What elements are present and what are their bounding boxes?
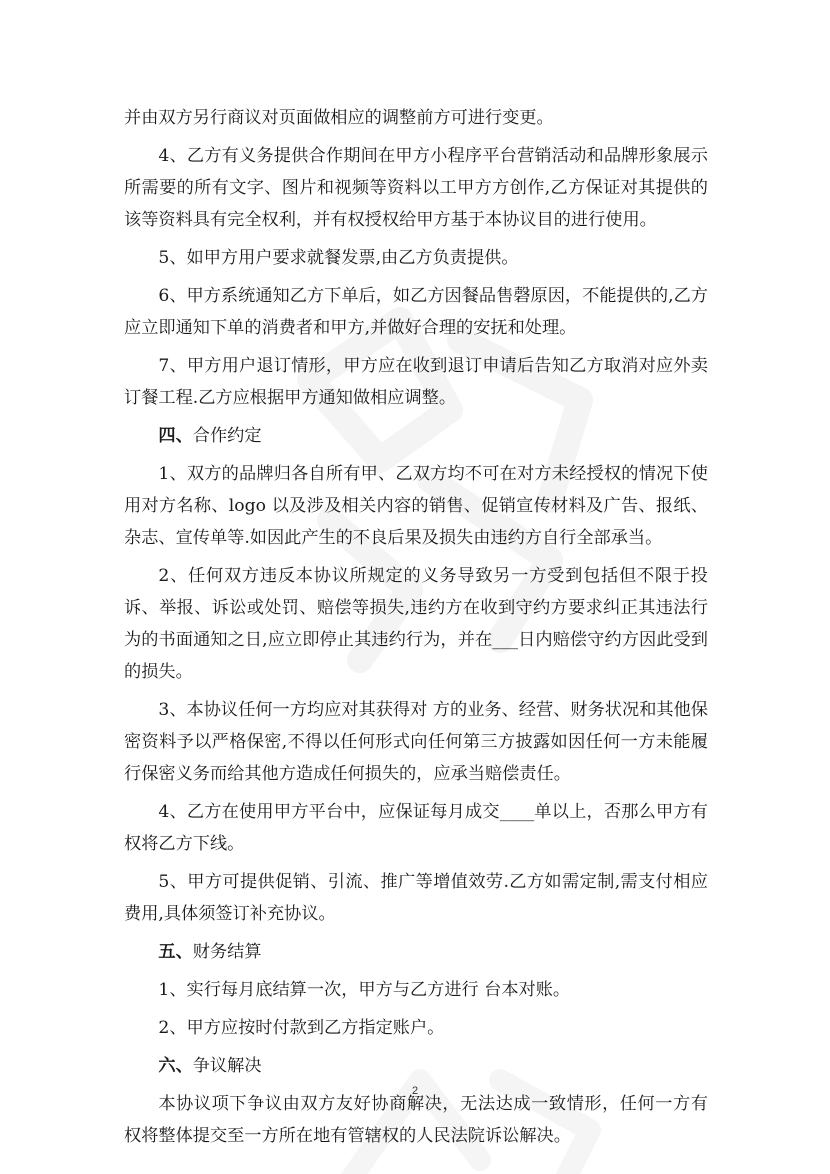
document-body (124, 102, 708, 1152)
paragraph-item-7: 7、甲方用户退订情形，甲方应在收到退订申请后告知乙方取消对应外卖订餐工程.乙方应根据甲方通知做相应调整。 (124, 356, 708, 408)
section-title-4: 合作约定 (192, 426, 262, 446)
section4-item-5: 5、甲方可提供促销、引流、推广等增值效劳.乙方如需定制,需支付相应费用,具体须签订补充协议。 (124, 872, 708, 924)
section5-item-1: 1、实行每月底结算一次，甲方与乙方进行 台本对账。 (158, 980, 571, 1000)
section4-item-4: 4、乙方在使用甲方平台中，应保证每月成交____单以上，否那么甲方有权将乙方下线。 (124, 802, 708, 854)
paragraph-item-4: 4、乙方有义务提供合作期间在甲方小程序平台营销活动和品牌形象展示所需要的所有文字、图片和视频等资料以工甲方方创作,乙方保证对其提供的该等资料具有完全权利，并有权授权给甲方基于本协议目的进行使用。 (124, 146, 708, 230)
section-number-5: 五、 (158, 942, 193, 962)
section-number-6: 六、 (158, 1056, 193, 1076)
section5-item-2: 2、甲方应按时付款到乙方指定账户。 (158, 1018, 445, 1038)
section6-paragraph: 本协议项下争议由双方友好协商解决，无法达成一致情形，任何一方有权将整体提交至一方所在地有管辖权的人民法院诉讼解决。 (124, 1094, 708, 1146)
section-title-5: 财务结算 (192, 942, 262, 962)
section-heading-4 (124, 420, 708, 452)
paragraph-item-5: 5、如甲方用户要求就餐发票,由乙方负责提供。 (158, 248, 519, 268)
section4-item-2: 2、任何双方违反本协议所规定的义务导致另一方受到包括但不限于投诉、举报、诉讼或处罚、赔偿等损失,违约方在收到守约方要求纠正其违法行为的书面通知之日,应立即停止其违约行为，并在___日内赔偿守约方因此受到的损失。 (124, 566, 708, 682)
section-heading-6 (124, 1050, 708, 1082)
section-heading-5 (124, 936, 708, 968)
paragraph-continuation: 并由双方另行商议对页面做相应的调整前方可进行变更。 (124, 108, 554, 128)
section-number-4: 四、 (158, 426, 193, 446)
section-title-6: 争议解决 (192, 1056, 262, 1076)
section4-item-3: 3、本协议任何一方均应对其获得对 方的业务、经营、财务状况和其他保密资料予以严格保密,不得以任何形式向任何第三方披露如因任何一方未能履行保密义务而给其他方造成任何损失的，应承当赔偿责任。 (124, 700, 708, 784)
page-number: 2 (411, 1085, 419, 1097)
section4-item-1: 1、双方的品牌归各自所有甲、乙双方均不可在对方未经授权的情况下使用对方名称、logo 以及涉及相关内容的销售、促销宣传材料及广告、报纸、杂志、宣传单等.如因此产生的不良后果及损失由违约方自行全部承当。 (124, 464, 708, 548)
paragraph-item-6: 6、甲方系统通知乙方下单后，如乙方因餐品售磬原因，不能提供的,乙方应立即通知下单的消费者和甲方,并做好合理的安抚和处理。 (124, 286, 708, 338)
